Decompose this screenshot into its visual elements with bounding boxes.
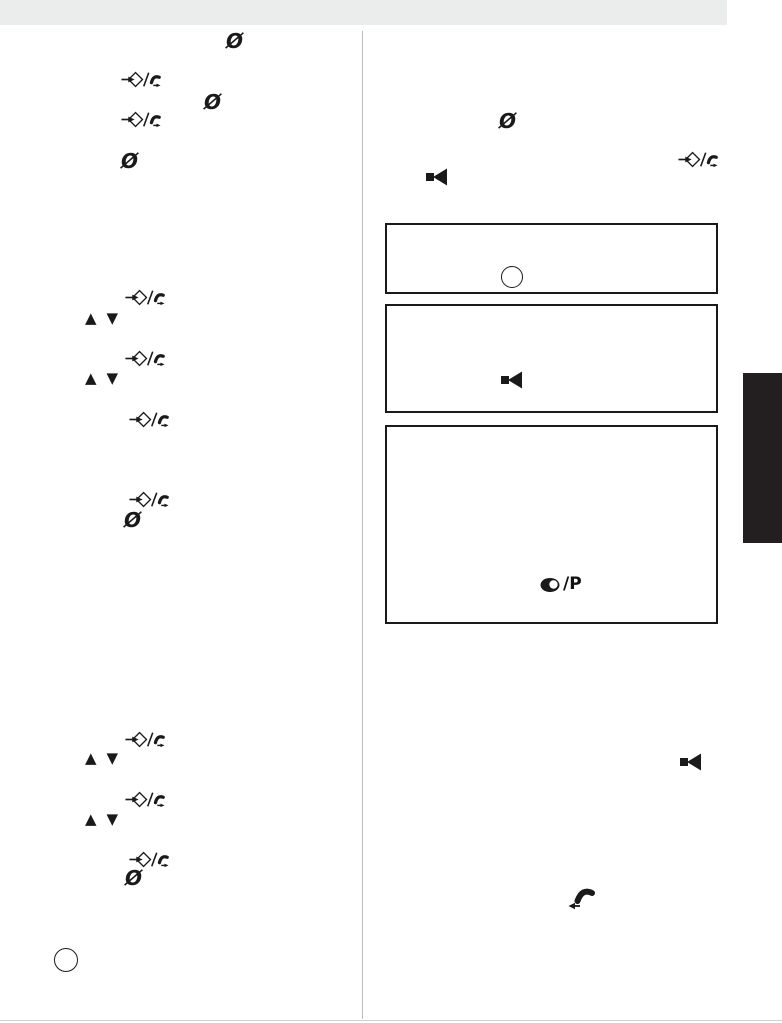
transfer-call-icon — [125, 730, 165, 749]
transfer-call-icon — [121, 110, 161, 129]
volume-up-down-icons — [85, 812, 118, 827]
speaker-icon — [680, 753, 702, 771]
down-triangle-icon: ▼ — [106, 309, 119, 327]
up-triangle-icon: ▲ — [85, 749, 97, 767]
recall-pause-icon — [540, 575, 582, 593]
mute-icon: Ø — [125, 866, 143, 890]
volume-up-down-icons — [85, 751, 118, 766]
note-box — [385, 223, 718, 294]
up-triangle-icon: ▲ — [85, 810, 97, 828]
handset-icon — [567, 887, 597, 913]
down-triangle-icon: ▼ — [106, 810, 119, 828]
mute-icon: Ø — [121, 149, 139, 173]
circle-key-icon — [54, 948, 78, 972]
up-triangle-icon: ▲ — [85, 309, 97, 327]
speaker-icon — [501, 371, 523, 389]
note-box — [385, 304, 718, 413]
transfer-call-icon — [678, 150, 718, 169]
transfer-call-icon — [125, 288, 165, 307]
circle-key-icon — [501, 266, 523, 288]
column-divider — [362, 31, 363, 1019]
speaker-icon — [426, 168, 448, 186]
mute-icon: Ø — [499, 109, 517, 133]
volume-up-down-icons — [85, 311, 118, 326]
down-triangle-icon: ▼ — [106, 369, 119, 387]
volume-up-down-icons — [85, 371, 118, 386]
bottom-rule — [0, 1020, 782, 1021]
section-tab — [743, 373, 782, 543]
oval-glyph-icon — [540, 575, 562, 593]
mute-icon: Ø — [204, 90, 222, 114]
mute-icon: Ø — [124, 508, 142, 532]
transfer-call-icon — [129, 490, 169, 509]
transfer-call-icon — [129, 410, 169, 429]
recall-pause-label: /P — [563, 573, 582, 594]
mute-icon: Ø — [226, 29, 244, 53]
transfer-call-icon — [121, 70, 161, 89]
up-triangle-icon: ▲ — [85, 369, 97, 387]
transfer-call-icon — [125, 790, 165, 809]
page-header-band — [0, 0, 727, 25]
down-triangle-icon: ▼ — [106, 749, 119, 767]
transfer-call-icon — [125, 349, 165, 368]
note-box — [385, 425, 718, 624]
